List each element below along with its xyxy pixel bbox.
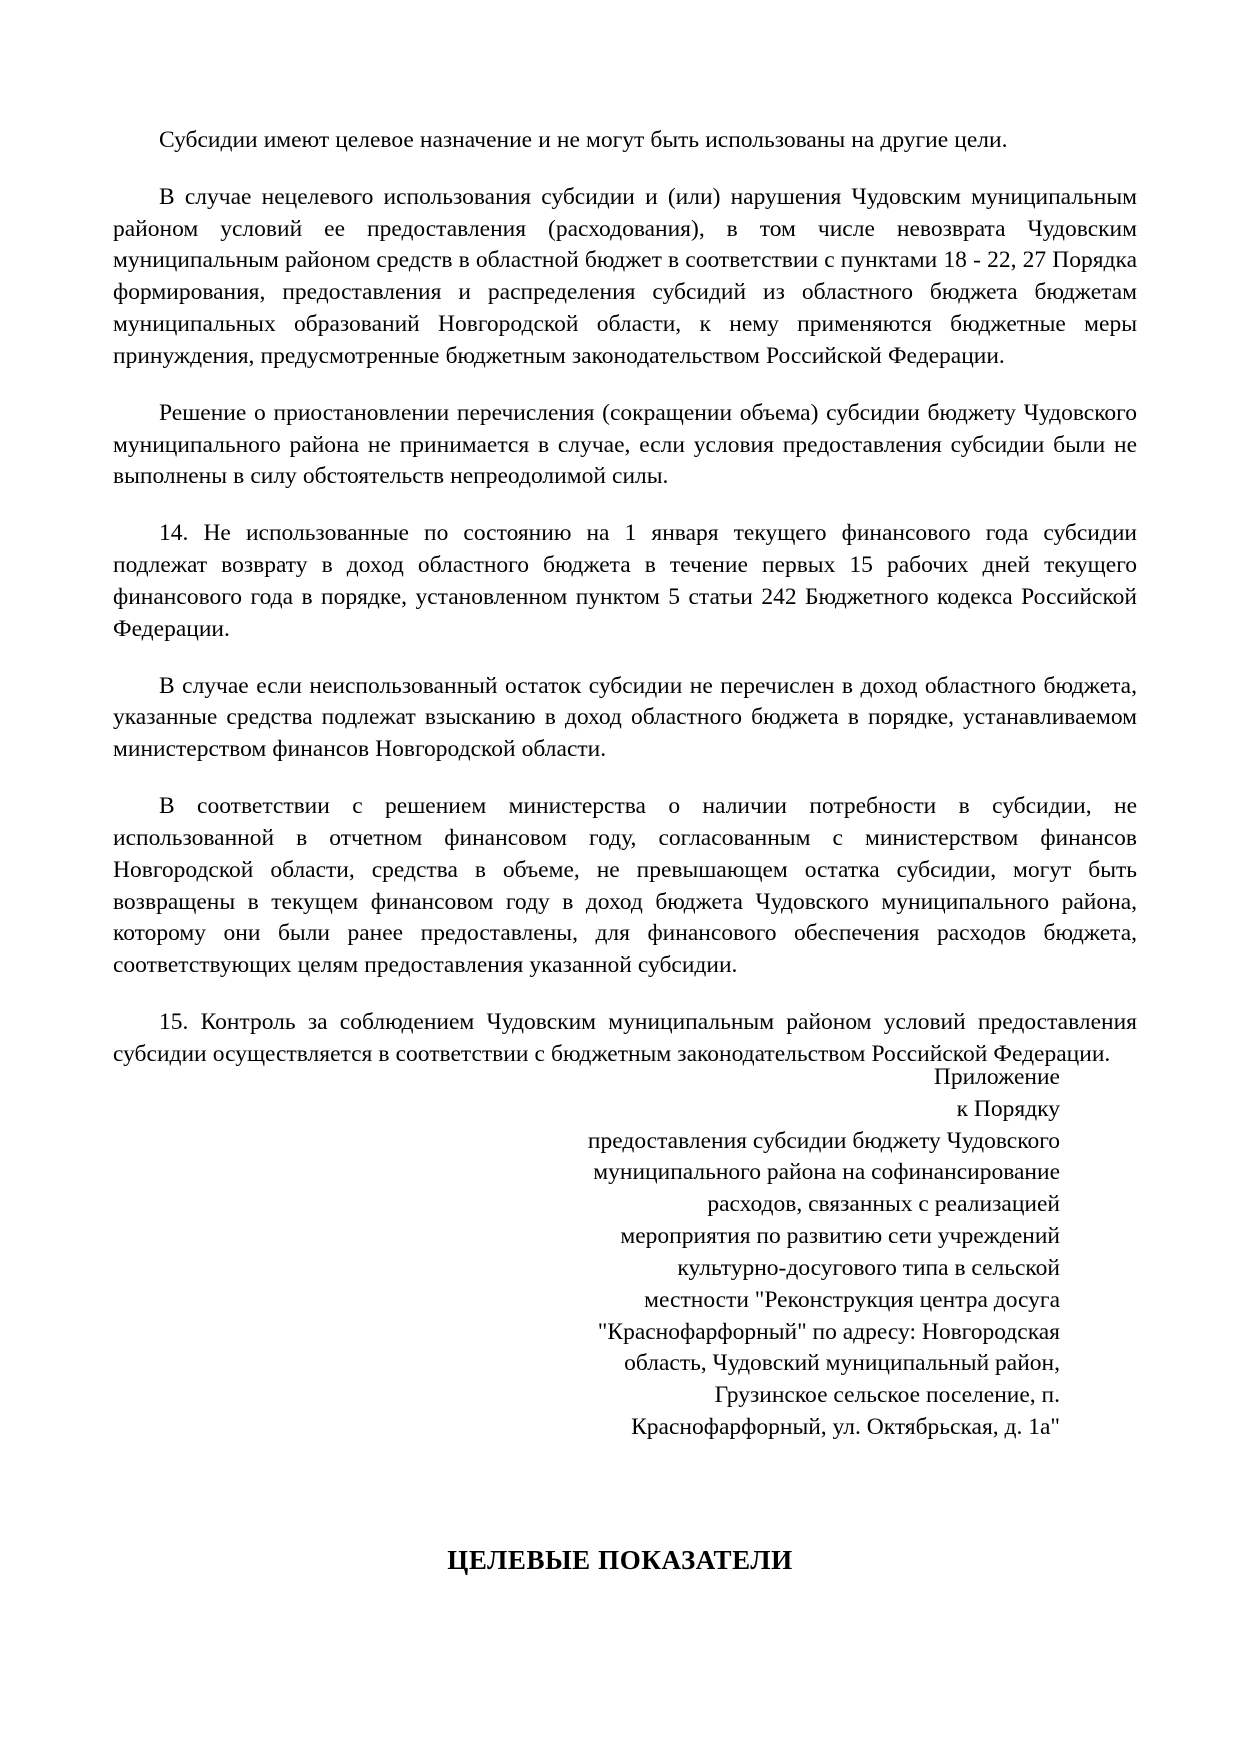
paragraph-clause-14: 14. Не использованные по состоянию на 1 января текущего финансового года субсидии подлежат возврату в доход областного бюджета в течение первых 15 рабочих дней текущего финансового года в порядке, установленном пунктом 5 статьи 242 Бюджетного кодекса Российской Федерации.	[113, 520, 1137, 642]
paragraph-ministry-decision: В соответствии с решением министерства о наличии потребности в субсидии, не использованной в отчетном финансовом году, согласованным с министерством финансов Новгородской области, средства в объеме, не превышающем остатка субсидии, могут быть возвращены в текущем финансовом году в доход бюджета Чудовского муниципального района, которому они были ранее предоставлены, для финансового обеспечения расходов бюджета, соответствующих целям предоставления указанной субсидии.	[113, 793, 1137, 979]
appendix-line: область, Чудовский муниципальный район,	[624, 1350, 1060, 1377]
paragraph-clause-15: 15. Контроль за соблюдением Чудовским муниципальным районом условий предоставления субсидии осуществляется в соответствии с бюджетным законодательством Российской Федерации.	[113, 1009, 1137, 1067]
paragraph-unused-balance: В случае если неиспользованный остаток субсидии не перечислен в доход областного бюджета, указанные средства подлежат взысканию в доход областного бюджета в порядке, устанавливаемом министерством финансов Новгородской области.	[113, 672, 1137, 763]
paragraph-misuse-consequences: В случае нецелевого использования субсидии и (или) нарушения Чудовским муниципальным районом условий ее предоставления (расходования), в том числе невозврата Чудовским муниципальным районом средств в областной бюджет в соответствии с пунктами 18 - 22, 27 Порядка формирования, предоставления и распределения субсидий из областного бюджета бюджетам муниципальных образований Новгородской области, к нему применяются бюджетные меры принуждения, предусмотренные бюджетным законодательством Российской Федерации.	[113, 183, 1137, 369]
appendix-line: к Порядку	[956, 1095, 1060, 1122]
paragraph-suspension-decision: Решение о приостановлении перечисления (сокращении объема) субсидии бюджету Чудовского муниципального района не принимается в случае, если условия предоставления субсидии были не выполнены в силу обстоятельств непреодолимой силы.	[113, 399, 1137, 490]
appendix-line: Краснофарфорный, ул. Октябрьская, д. 1а"	[631, 1414, 1060, 1441]
appendix-line: культурно-досугового типа в сельской	[677, 1254, 1060, 1281]
paragraph-subsidy-purpose: Субсидии имеют целевое назначение и не могут быть использованы на другие цели.	[159, 127, 1008, 153]
appendix-line: расходов, связанных с реализацией	[707, 1191, 1060, 1218]
appendix-line: предоставления субсидии бюджету Чудовского	[587, 1127, 1060, 1154]
appendix-line: Приложение	[933, 1064, 1060, 1090]
appendix-line: Грузинское сельское поселение, п.	[714, 1382, 1060, 1409]
page-title: ЦЕЛЕВЫЕ ПОКАЗАТЕЛИ	[447, 1545, 793, 1575]
appendix-reference	[560, 1062, 1060, 1444]
appendix-line: "Краснофарфорный" по адресу: Новгородская	[597, 1318, 1060, 1345]
appendix-line: местности "Реконструкция центра досуга	[644, 1286, 1060, 1313]
appendix-line: мероприятия по развитию сети учреждений	[620, 1223, 1060, 1250]
document-body	[113, 125, 1137, 1071]
appendix-line: муниципального района на софинансирование	[593, 1159, 1060, 1186]
